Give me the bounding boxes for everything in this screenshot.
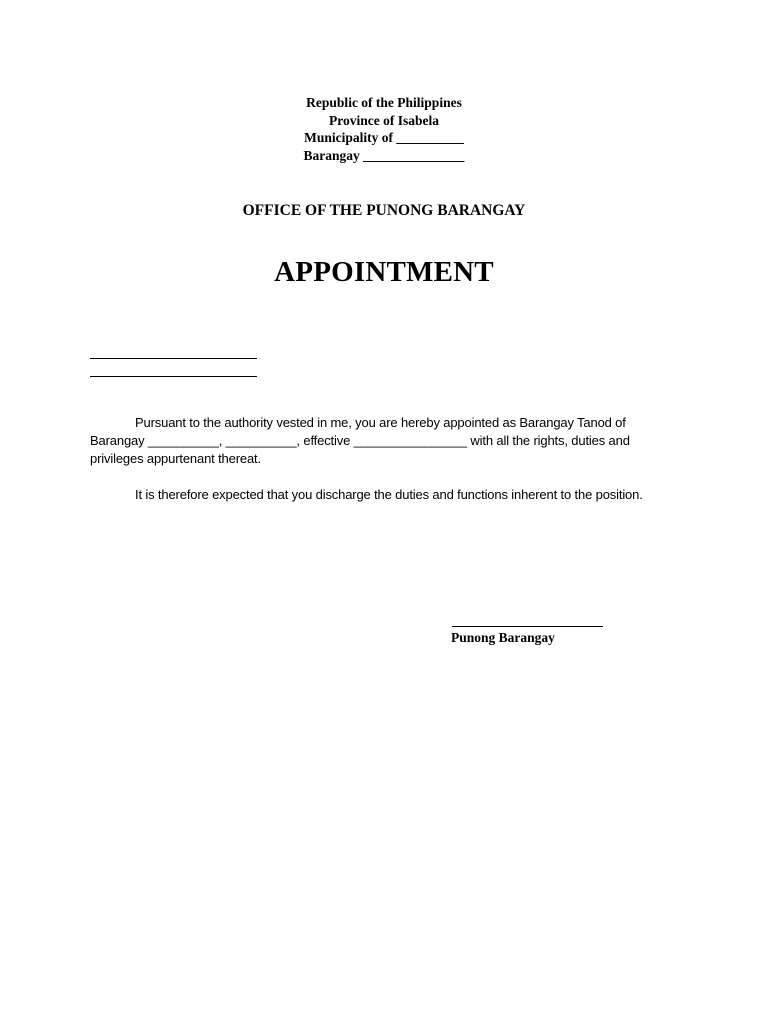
addressee-address-blank (90, 376, 257, 377)
header-barangay: Barangay _______________ (303, 148, 465, 163)
header-province: Province of Isabela (329, 113, 439, 128)
header-municipality: Municipality of __________ (304, 130, 464, 145)
signature-line (452, 626, 603, 627)
document-title: APPOINTMENT (274, 256, 494, 288)
office-heading: OFFICE OF THE PUNONG BARANGAY (242, 202, 526, 219)
addressee-name-blank (90, 358, 257, 359)
header-republic: Republic of the Philippines (306, 95, 462, 110)
appointment-paragraph: Pursuant to the authority vested in me, you are hereby appointed as Barangay Tanod of Barangay __________, __________, effective ________________ with all the rights, duties and privileges appurtenant thereat. (90, 415, 630, 467)
signatory-title: Punong Barangay (451, 630, 555, 645)
expectation-paragraph: It is therefore expected that you discharge the duties and functions inherent to the position. (135, 487, 643, 502)
